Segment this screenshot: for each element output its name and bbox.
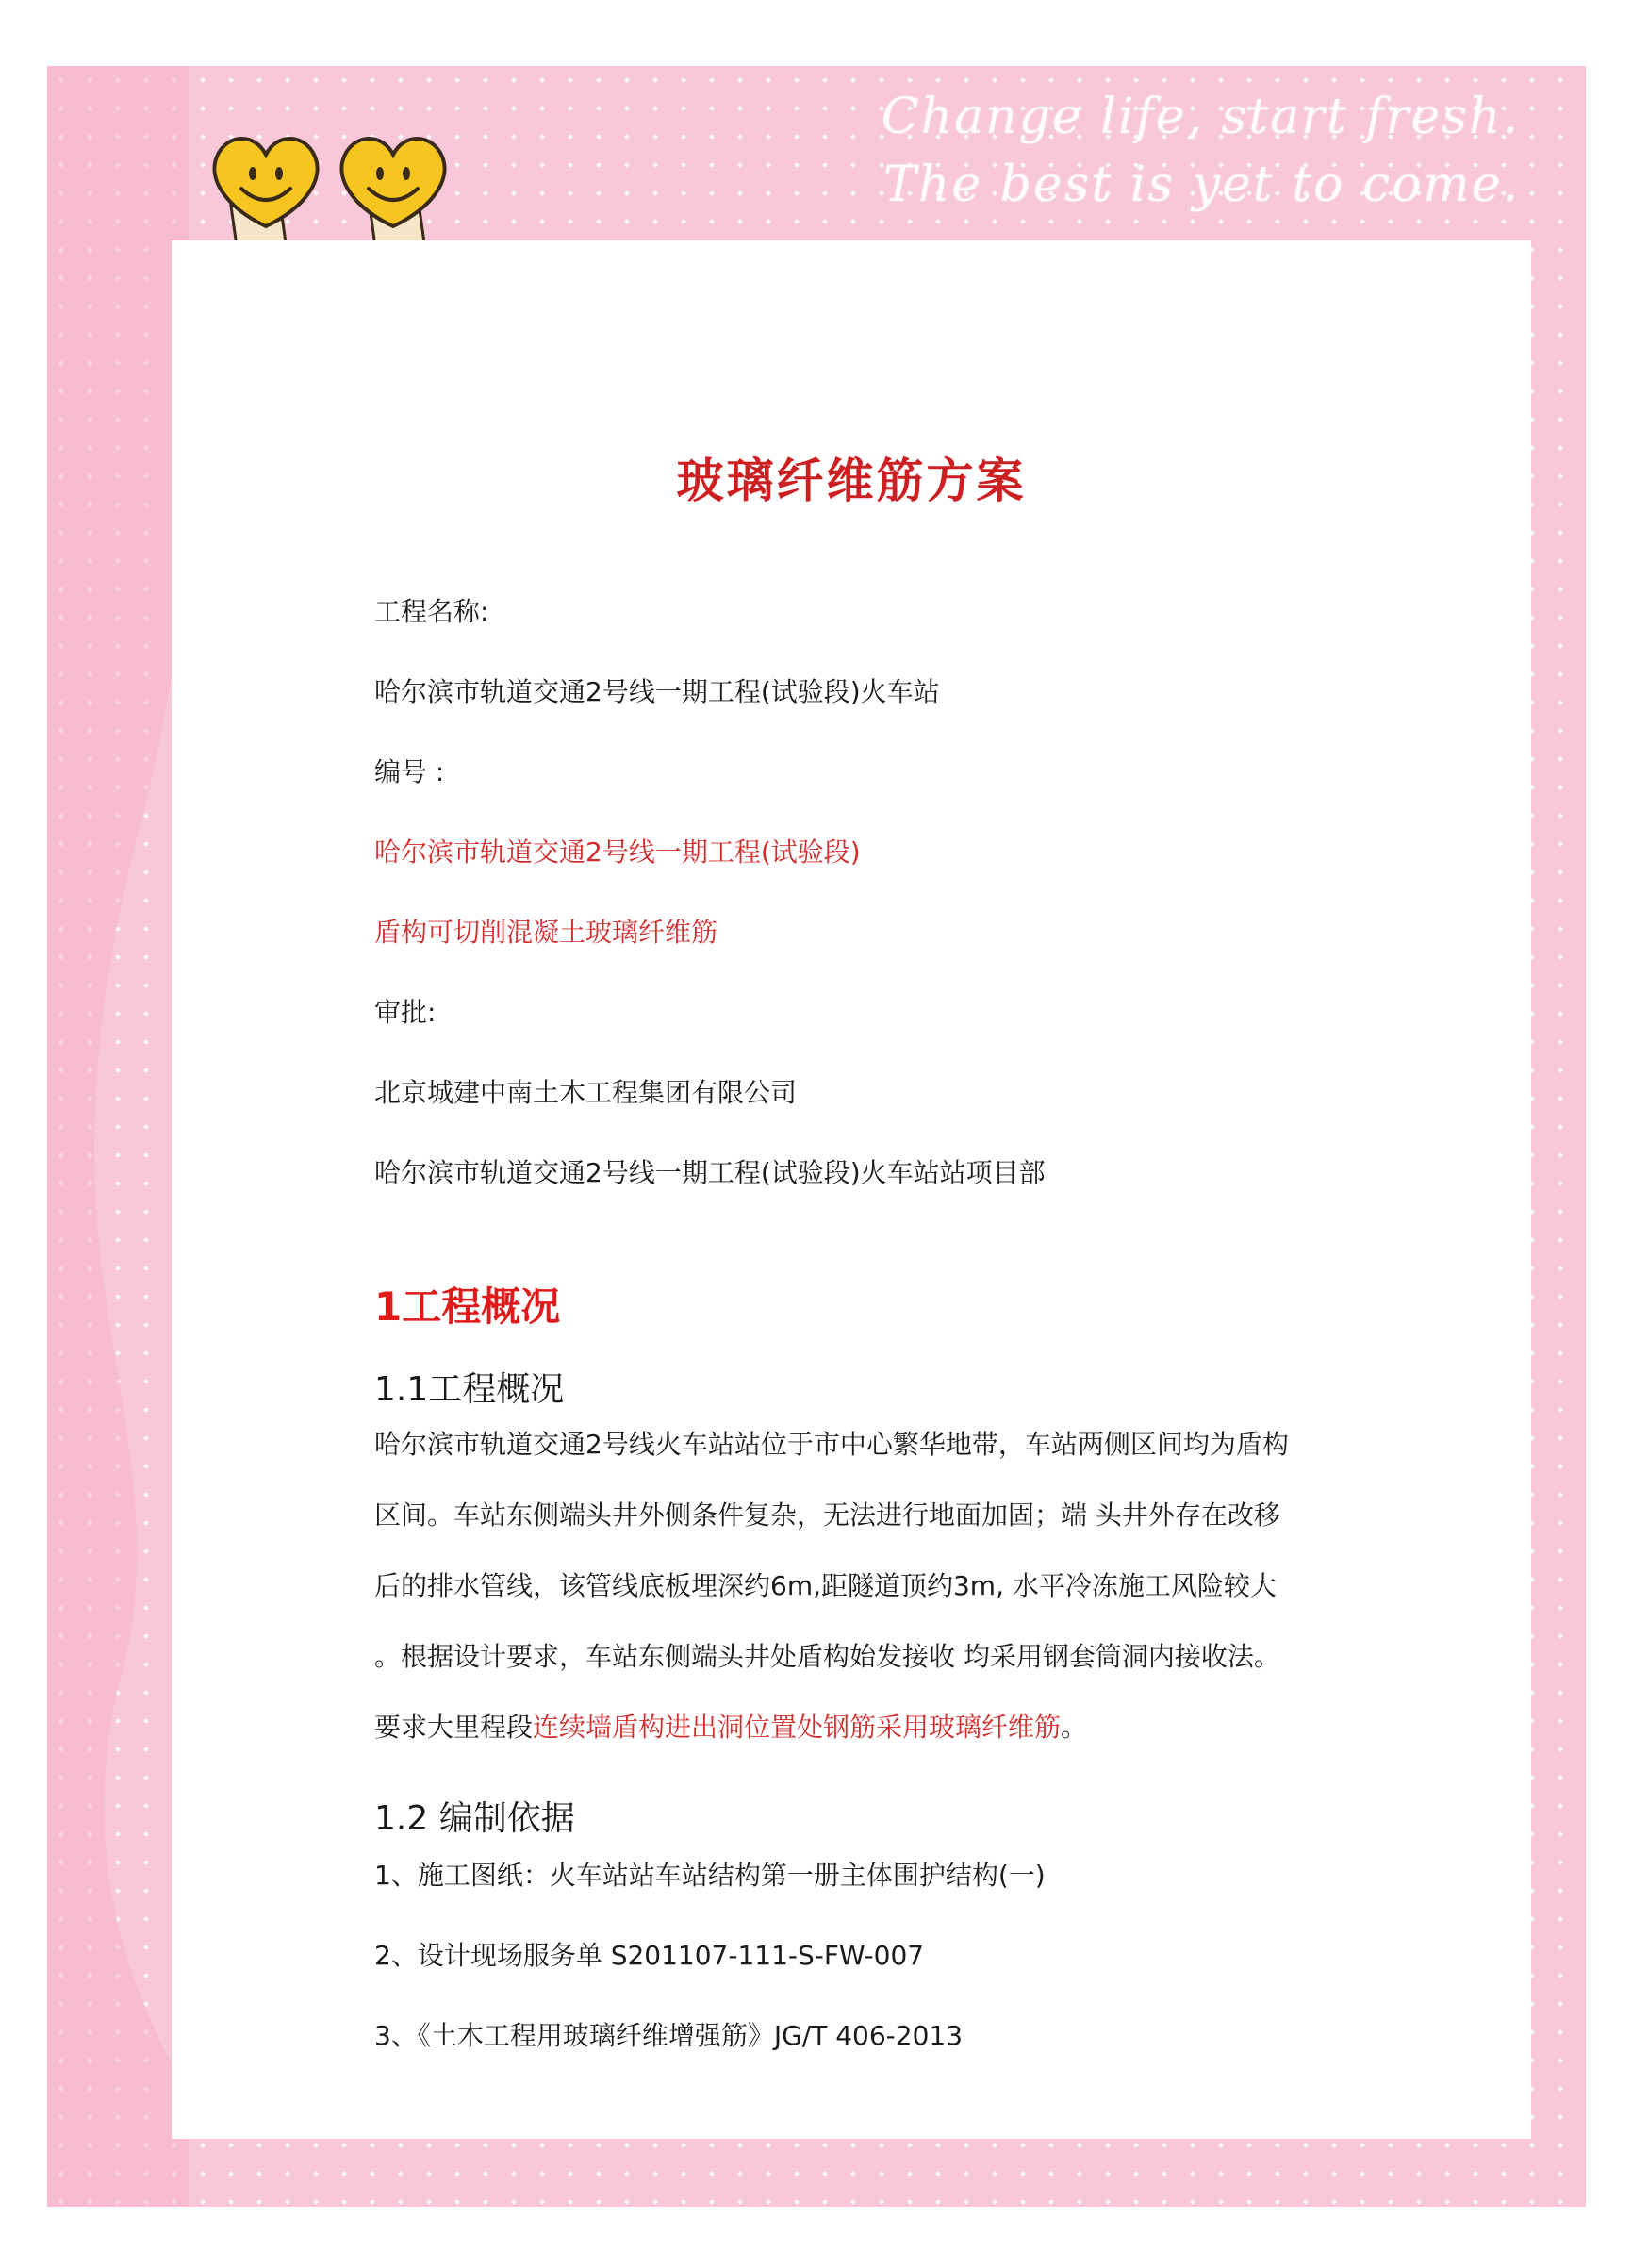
project-name-label: 工程名称: (374, 596, 489, 627)
last-line-highlight: 连续墙盾构进出洞位置处钢筋采用玻璃纤维筋 (533, 1712, 1062, 1743)
section-1-2-heading: 1.2 编制依据 (374, 1799, 575, 1838)
reference-item: 3、《土木工程用玻璃纤维增强筋》JG/T 406-2013 (374, 2020, 964, 2051)
number-line-1: 哈尔滨市轨道交通2号线一期工程(试验段) (374, 836, 861, 868)
approval-label: 审批: (374, 997, 437, 1028)
paragraph-last-line (374, 1707, 1087, 1745)
project-name: 哈尔滨市轨道交通2号线一期工程(试验段)火车站 (374, 676, 940, 707)
paragraph-line: 后的排水管线，该管线底板埋深约6m,距隧道顶约3m, 水平冷冻施工风险较大 (374, 1570, 1277, 1601)
number-line-2: 盾构可切削混凝土玻璃纤维筋 (374, 917, 718, 948)
reference-item: 2、设计现场服务单 S201107-111-S-FW-007 (374, 1940, 925, 1971)
last-line-suffix: 。 (1061, 1712, 1088, 1743)
smiley-heart-icon (207, 121, 325, 243)
section-1-heading: 1工程概况 (374, 1283, 561, 1330)
tagline-line-2: The best is yet to come. (883, 157, 1520, 213)
paragraph-line: 哈尔滨市轨道交通2号线火车站站位于市中心繁华地带，车站两侧区间均为盾构 (374, 1429, 1289, 1460)
approval-company: 北京城建中南土木工程集团有限公司 (374, 1077, 798, 1108)
paragraph-line: 区间。车站东侧端头井外侧条件复杂，无法进行地面加固；端 头井外存在改移 (374, 1499, 1280, 1531)
document-title: 玻璃纤维筋方案 (676, 453, 1027, 508)
number-label: 编号 : (374, 756, 445, 787)
smiley-heart-icon (335, 121, 453, 243)
tagline (882, 83, 1520, 219)
paragraph-line: 。根据设计要求，车站东侧端头井处盾构始发接收 均采用钢套筒洞内接收法。 (374, 1641, 1280, 1672)
tagline-line-1: Change life, start fresh. (881, 89, 1520, 145)
document-page (172, 240, 1531, 2139)
section-1-1-heading: 1.1工程概况 (374, 1370, 565, 1409)
last-line-prefix: 要求大里程段 (374, 1712, 534, 1743)
approval-dept: 哈尔滨市轨道交通2号线一期工程(试验段)火车站站项目部 (374, 1157, 1046, 1188)
reference-item: 1、施工图纸：火车站站车站结构第一册主体围护结构(一) (374, 1860, 1046, 1891)
